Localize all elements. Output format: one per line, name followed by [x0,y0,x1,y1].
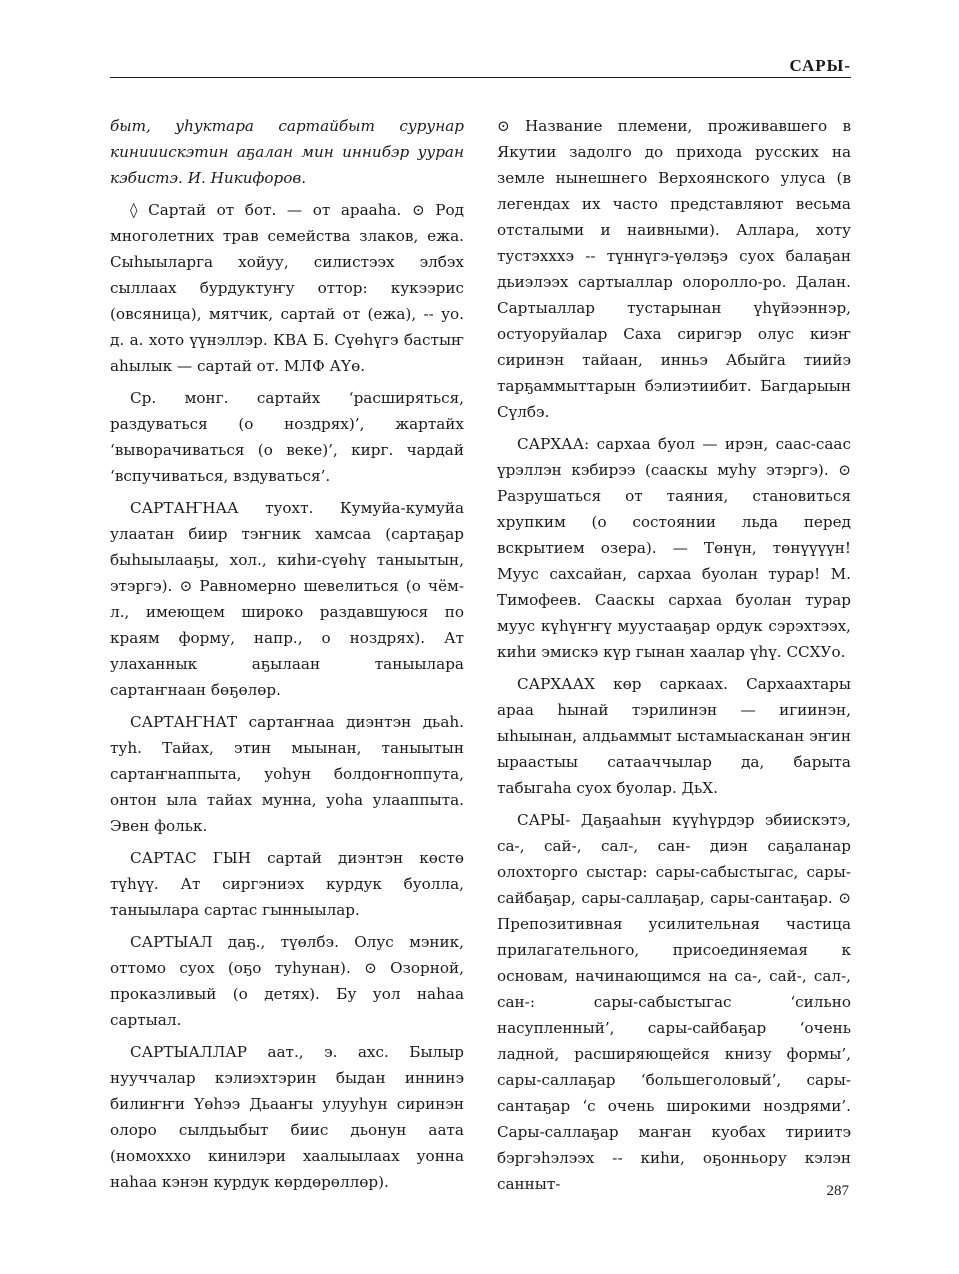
running-head: САРЫ- [789,56,851,75]
entry-paragraph: САРТЫАЛ даҕ., түөлбэ. Олус мэник, оттомо суох (оҕо туһунан). ⊙ Озорной, проказливый (о детях). Бу уол наһаа сартыал. [110,933,464,1029]
right-column [497,113,851,1203]
left-column [110,113,464,1201]
entry-paragraph: САРХАА: сархаа буол — ирэн, саас-саас үрэллэн кэбирээ (сааскы муһу этэргэ). ⊙ Разрушаться от таяния, становиться хрупким (о состоянии льда перед вскрытием озера). — Төнүн, төнүүүүн! Муус сахсайан, сархаа буолан турар! М. Тимофеев. Сааскы сархаа буолан турар муус күһүҥҥү муустааҕар ордук сэрэхтээх, киһи эмискэ күр гынан хаалар үһү. ССХУо. [497,435,851,661]
entry-paragraph: САРЫ- Даҕааһын күүһүрдэр эбиискэтэ, са-, сай-, сал-, сан- диэн саҕаланар олохторго сыстар: сары-сабыстыгас, сары-сайбаҕар, сары-саллаҕар, сары-сантаҕар. ⊙ Препозитивная усилительная частица прилагательного, присоединяемая к основам, начинающимся на са-, сай-, сал-, сан-: сары-сабыстыгас ‘сильно насупленный’, сары-сайбаҕар ‘очень ладной, расширяющейся книзу формы’, сары-саллаҕар ‘большеголовый’, сары-сантаҕар ‘с очень широкими ноздрями’. Сары-саллаҕар маҥан куобах тириитэ бэргэһэлээх -- киһи, оҕонньору кэлэн санныт- [497,811,851,1193]
entry-paragraph: Ср. монг. сартайх ‘расширяться, раздуваться (о ноздрях)’, жартайх ‘выворачиваться (о веке)’, кирг. чардай ‘вспучиваться, вздуваться’. [110,389,464,485]
entry-paragraph: ◊ Сартай от бот. — от арааһа. ⊙ Род многолетних трав семейства злаков, ежа. Сыһыыларга хойуу, силистээх элбэх сыллаах бурдуктуҥу оттор: кукээрис (овсяница), мятчик, сартай от (ежа), -- уо. д. а. хото үүнэллэр. КВА Б. Сүөһүгэ бастыҥ аһылык — сартай от. МЛФ АҮө. [110,201,464,375]
entry-paragraph: ⊙ Название племени, проживавшего в Якутии задолго до прихода русских на земле нынешнего Верхоянского улуса (в легендах их часто представляют весьма отсталыми и наивными). Аллара, хоту тустэхххэ -- түннүгэ-үөлэҕэ суох балаҕан дьиэлээх сартыаллар олоролло-ро. Далан. Сартыаллар тустарынан үһүйээннэр, остуоруйалар Саха сиригэр олус киэҥ сиринэн тайаан, инньэ Абыйга тиийэ тарҕаммыттарын бэлиэтиибит. Багдарыын Сүлбэ. [497,117,851,421]
entry-paragraph: САРТАҤНАТ сартаҥнаа диэнтэн дьаһ. туһ. Тайах, этин мыынан, таныытын сартаҥнаппыта, уоһун болдоҥноппута, онтон ыла тайах мунна, уоһа улааппыта. Эвен фольк. [110,713,464,835]
entry-paragraph: быт, уһуктара сартайбыт сурунар кинииискэтин аҕалан мин иннибэр ууран кэбистэ. И. Никифоров. [110,117,464,187]
header-rule [110,77,851,78]
page-number: 287 [826,1183,849,1199]
entry-paragraph: САРХААХ көр саркаах. Сархаахтары араа һынай тэрилинэн — игиинэн, ыһыынан, алдьаммыт ыстамыасканан эҥин ыраастыы сатааччылар да, барыта табыгаһа суох буолар. ДьХ. [497,675,851,797]
entry-paragraph: САРТЫАЛЛАР аат., э. ахс. Былыр нууччалар кэлиэхтэрин быдан иннинэ билиҥҥи Үөһээ Дьааҥы улууһун сиринэн олоро сылдьыбыт биис дьонун аата (номохххо кинилэри хаалыылаах уонна наһаа кэнэн курдук көрдөрөллөр). [110,1043,464,1191]
entry-paragraph: САРТАҤНАА туохт. Кумуйа-кумуйа улаатан биир тэҥник хамсаа (сартаҕар быһыылааҕы, хол., киһи-сүөһү таныытын, этэргэ). ⊙ Равномерно шевелиться (о чём-л., имеющем широко раздавшуюся по краям форму, напр., о ноздрях). Ат улаханнык аҕылаан таныылара сартаҥнаан бөҕөлөр. [110,499,464,699]
entry-paragraph: САРТАС ГЫН сартай диэнтэн көстө түһүү. Ат сиргэниэх курдук буолла, таныылара сартас гынныылар. [110,849,464,919]
